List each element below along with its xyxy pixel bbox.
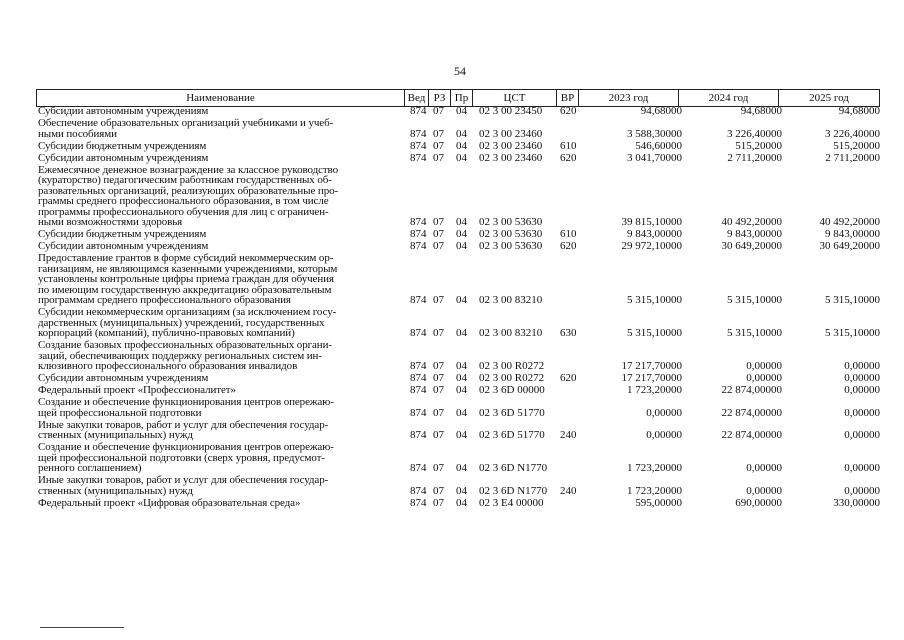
- row-name: Субсидии автономным учреждениям: [38, 105, 209, 117]
- cell-y2023: 546,60000: [635, 139, 682, 152]
- cell-y2024: 690,00000: [735, 496, 782, 509]
- cell-vr: 620: [560, 240, 577, 252]
- header-ved: Вед: [405, 90, 429, 106]
- header-cst: ЦСТ: [473, 90, 557, 106]
- cell-pr: 04: [456, 139, 467, 152]
- row-name: Предоставление грантов в форме субсидий некоммерческим ор- ганизациям, не являющимся казенными учреждениями, которым установлены контрольные цифры приема граждан для обучения по имеющим государственную аккредитацию образовательным программам среднего профессионального образования: [38, 252, 338, 306]
- table-row: [38, 498, 883, 509]
- cell-y2023: 1 723,20000: [627, 462, 682, 474]
- cell-y2023: 5 315,10000: [627, 294, 682, 306]
- table-row: [38, 229, 883, 240]
- cell-ved: 874: [410, 240, 427, 252]
- row-name: Субсидии автономным учреждениям: [38, 240, 209, 252]
- header-vr: ВР: [557, 90, 579, 106]
- cell-y2023: 0,00000: [646, 406, 682, 419]
- cell-y2023: 595,00000: [635, 496, 682, 509]
- cell-y2025: 40 492,20000: [819, 216, 880, 228]
- cell-cst: 02 3 00 23450: [479, 105, 543, 117]
- header-name: Наименование: [37, 90, 405, 106]
- table-row: [38, 253, 883, 306]
- table-row: [38, 385, 883, 396]
- cell-rz: 07: [433, 216, 444, 228]
- cell-rz: 07: [433, 228, 444, 240]
- cell-cst: 02 3 6D 51770: [479, 406, 545, 419]
- cell-vr: 240: [560, 484, 577, 497]
- cell-y2023: 1 723,20000: [627, 384, 682, 396]
- cell-pr: 04: [456, 372, 467, 384]
- row-name: Федеральный проект «Профессионалитет»: [38, 384, 236, 396]
- footnote-divider: [40, 627, 124, 628]
- row-name: Иные закупки товаров, работ и услуг для обеспечения государ- ственных (муниципальных) нужд: [38, 418, 329, 441]
- table-row: [38, 153, 883, 164]
- cell-pr: 04: [456, 484, 467, 497]
- cell-rz: 07: [433, 105, 444, 117]
- cell-y2025: 94,68000: [838, 105, 880, 117]
- cell-vr: 620: [560, 372, 577, 384]
- cell-y2025: 2 711,20000: [825, 151, 880, 164]
- cell-vr: 630: [560, 327, 577, 339]
- row-name: Федеральный проект «Цифровая образовательная среда»: [38, 496, 301, 509]
- cell-y2024: 22 874,00000: [721, 384, 782, 396]
- row-name: Обеспечение образовательных организаций учебниками и учеб- ными пособиями: [38, 117, 334, 140]
- cell-y2025: 0,00000: [844, 406, 880, 419]
- cell-y2023: 3 041,70000: [627, 151, 682, 164]
- cell-pr: 04: [456, 294, 467, 306]
- cell-ved: 874: [410, 294, 427, 306]
- page-number: 54: [454, 64, 466, 78]
- cell-pr: 04: [456, 384, 467, 396]
- cell-cst: 02 3 00 R0272: [479, 360, 545, 372]
- cell-ved: 874: [410, 228, 427, 240]
- row-name: Субсидии автономным учреждениям: [38, 151, 209, 164]
- cell-cst: 02 3 00 83210: [479, 294, 543, 306]
- table-row: [38, 340, 883, 372]
- cell-y2025: 515,20000: [833, 139, 880, 152]
- row-name: Иные закупки товаров, работ и услуг для обеспечения государ- ственных (муниципальных) нужд: [38, 474, 329, 497]
- cell-vr: 610: [560, 139, 577, 152]
- cell-ved: 874: [410, 151, 427, 164]
- table-row: [38, 373, 883, 384]
- cell-cst: 02 3 00 23460: [479, 127, 543, 140]
- cell-vr: 240: [560, 429, 577, 441]
- row-name: Субсидии бюджетным учреждениям: [38, 139, 207, 152]
- cell-rz: 07: [433, 139, 444, 152]
- cell-y2025: 0,00000: [844, 360, 880, 372]
- cell-y2025: 30 649,20000: [819, 240, 880, 252]
- header-pr: Пр: [451, 90, 473, 106]
- cell-y2024: 30 649,20000: [721, 240, 782, 252]
- cell-y2025: 330,00000: [833, 496, 880, 509]
- cell-cst: 02 3 00 53630: [479, 216, 543, 228]
- cell-pr: 04: [456, 228, 467, 240]
- cell-ved: 874: [410, 484, 427, 497]
- cell-y2023: 17 217,70000: [621, 372, 682, 384]
- cell-pr: 04: [456, 127, 467, 140]
- cell-y2023: 17 217,70000: [621, 360, 682, 372]
- table-row: [38, 106, 883, 117]
- cell-pr: 04: [456, 327, 467, 339]
- cell-pr: 04: [456, 429, 467, 441]
- cell-y2025: 0,00000: [844, 462, 880, 474]
- cell-pr: 04: [456, 216, 467, 228]
- cell-cst: 02 3 00 23460: [479, 139, 543, 152]
- cell-ved: 874: [410, 429, 427, 441]
- cell-pr: 04: [456, 406, 467, 419]
- cell-y2023: 9 843,00000: [627, 228, 682, 240]
- cell-cst: 02 3 00 23460: [479, 151, 543, 164]
- cell-pr: 04: [456, 496, 467, 509]
- cell-y2023: 39 815,10000: [621, 216, 682, 228]
- cell-rz: 07: [433, 327, 444, 339]
- cell-cst: 02 3 00 53630: [479, 228, 543, 240]
- table-row: [38, 241, 883, 252]
- row-name: Создание и обеспечение функционирования центров опережаю- щей профессиональной подготовки (сверх уровня, предусмот- ренного соглашением): [38, 441, 334, 474]
- row-name: Создание и обеспечение функционирования центров опережаю- щей профессиональной подготовки: [38, 396, 334, 419]
- cell-rz: 07: [433, 127, 444, 140]
- cell-y2025: 0,00000: [844, 484, 880, 497]
- cell-vr: 620: [560, 151, 577, 164]
- cell-ved: 874: [410, 360, 427, 372]
- cell-ved: 874: [410, 406, 427, 419]
- cell-y2024: 40 492,20000: [721, 216, 782, 228]
- cell-y2023: 0,00000: [646, 429, 682, 441]
- cell-cst: 02 3 6D 51770: [479, 429, 545, 441]
- cell-rz: 07: [433, 294, 444, 306]
- cell-y2024: 22 874,00000: [721, 429, 782, 441]
- cell-cst: 02 3 00 83210: [479, 327, 543, 339]
- cell-ved: 874: [410, 127, 427, 140]
- cell-ved: 874: [410, 216, 427, 228]
- table-row: [38, 442, 883, 474]
- cell-cst: 02 3 6D 00000: [479, 384, 545, 396]
- cell-y2024: 0,00000: [746, 372, 782, 384]
- cell-vr: 620: [560, 105, 577, 117]
- row-name: Ежемесячное денежное вознаграждение за классное руководство (кураторство) педагогическим работникам государственных об- разовательных организаций, реализующих образовательные про- граммы среднего профессионального образования, в том числе программы профессионального обучения для лиц с ограничен- ными возможностями здоровья: [38, 163, 339, 228]
- cell-pr: 04: [456, 360, 467, 372]
- cell-rz: 07: [433, 372, 444, 384]
- cell-ved: 874: [410, 462, 427, 474]
- cell-y2024: 22 874,00000: [721, 406, 782, 419]
- row-name: Субсидии некоммерческим организациям (за исключением госу- дарственных (муниципальных) учреждений, государственных корпораций (компаний), публично-правовых компаний): [38, 306, 337, 339]
- table-row: [38, 307, 883, 339]
- cell-rz: 07: [433, 240, 444, 252]
- cell-pr: 04: [456, 240, 467, 252]
- cell-y2024: 94,68000: [740, 105, 782, 117]
- header-2025: 2025 год: [809, 92, 849, 104]
- cell-y2023: 29 972,10000: [621, 240, 682, 252]
- cell-y2025: 3 226,40000: [825, 127, 880, 140]
- cell-cst: 02 3 E4 00000: [479, 496, 544, 509]
- table-row: [38, 420, 883, 441]
- cell-pr: 04: [456, 462, 467, 474]
- row-name: Создание базовых профессиональных образовательных органи- заций, обеспечивающих поддержку региональных систем ин- клюзивного профессионального образования инвалидов: [38, 339, 332, 372]
- cell-cst: 02 3 6D N1770: [479, 484, 548, 497]
- table-row: [38, 165, 883, 228]
- table-row: [38, 397, 883, 418]
- cell-rz: 07: [433, 151, 444, 164]
- cell-ved: 874: [410, 384, 427, 396]
- cell-y2023: 3 588,30000: [627, 127, 682, 140]
- cell-cst: 02 3 6D N1770: [479, 462, 548, 474]
- header-2023: 2023 год: [579, 90, 679, 106]
- cell-rz: 07: [433, 496, 444, 509]
- table-row: [38, 475, 883, 496]
- cell-y2024: 515,20000: [735, 139, 782, 152]
- table-row: [38, 141, 883, 152]
- cell-y2025: 0,00000: [844, 429, 880, 441]
- cell-pr: 04: [456, 151, 467, 164]
- cell-cst: 02 3 00 53630: [479, 240, 543, 252]
- cell-y2024: 2 711,20000: [727, 151, 782, 164]
- header-2024: 2024 год: [679, 90, 779, 106]
- table-row: [38, 118, 883, 139]
- cell-y2023: 1 723,20000: [627, 484, 682, 497]
- cell-y2023: 94,68000: [640, 105, 682, 117]
- cell-ved: 874: [410, 105, 427, 117]
- cell-y2025: 9 843,00000: [825, 228, 880, 240]
- row-name: Субсидии бюджетным учреждениям: [38, 228, 207, 240]
- cell-ved: 874: [410, 372, 427, 384]
- cell-cst: 02 3 00 R0272: [479, 372, 545, 384]
- cell-y2024: 5 315,10000: [727, 327, 782, 339]
- cell-ved: 874: [410, 139, 427, 152]
- cell-vr: 610: [560, 228, 577, 240]
- cell-y2024: 9 843,00000: [727, 228, 782, 240]
- cell-ved: 874: [410, 327, 427, 339]
- cell-y2025: 5 315,10000: [825, 327, 880, 339]
- cell-rz: 07: [433, 406, 444, 419]
- cell-y2025: 0,00000: [844, 372, 880, 384]
- cell-ved: 874: [410, 496, 427, 509]
- cell-rz: 07: [433, 484, 444, 497]
- cell-rz: 07: [433, 429, 444, 441]
- row-name: Субсидии автономным учреждениям: [38, 372, 209, 384]
- cell-pr: 04: [456, 105, 467, 117]
- cell-y2024: 3 226,40000: [727, 127, 782, 140]
- cell-y2024: 0,00000: [746, 462, 782, 474]
- cell-y2025: 0,00000: [844, 384, 880, 396]
- cell-y2023: 5 315,10000: [627, 327, 682, 339]
- cell-y2024: 5 315,10000: [727, 294, 782, 306]
- cell-rz: 07: [433, 360, 444, 372]
- cell-y2025: 5 315,10000: [825, 294, 880, 306]
- cell-y2024: 0,00000: [746, 484, 782, 497]
- header-rz: РЗ: [429, 90, 451, 106]
- cell-y2024: 0,00000: [746, 360, 782, 372]
- cell-rz: 07: [433, 462, 444, 474]
- cell-rz: 07: [433, 384, 444, 396]
